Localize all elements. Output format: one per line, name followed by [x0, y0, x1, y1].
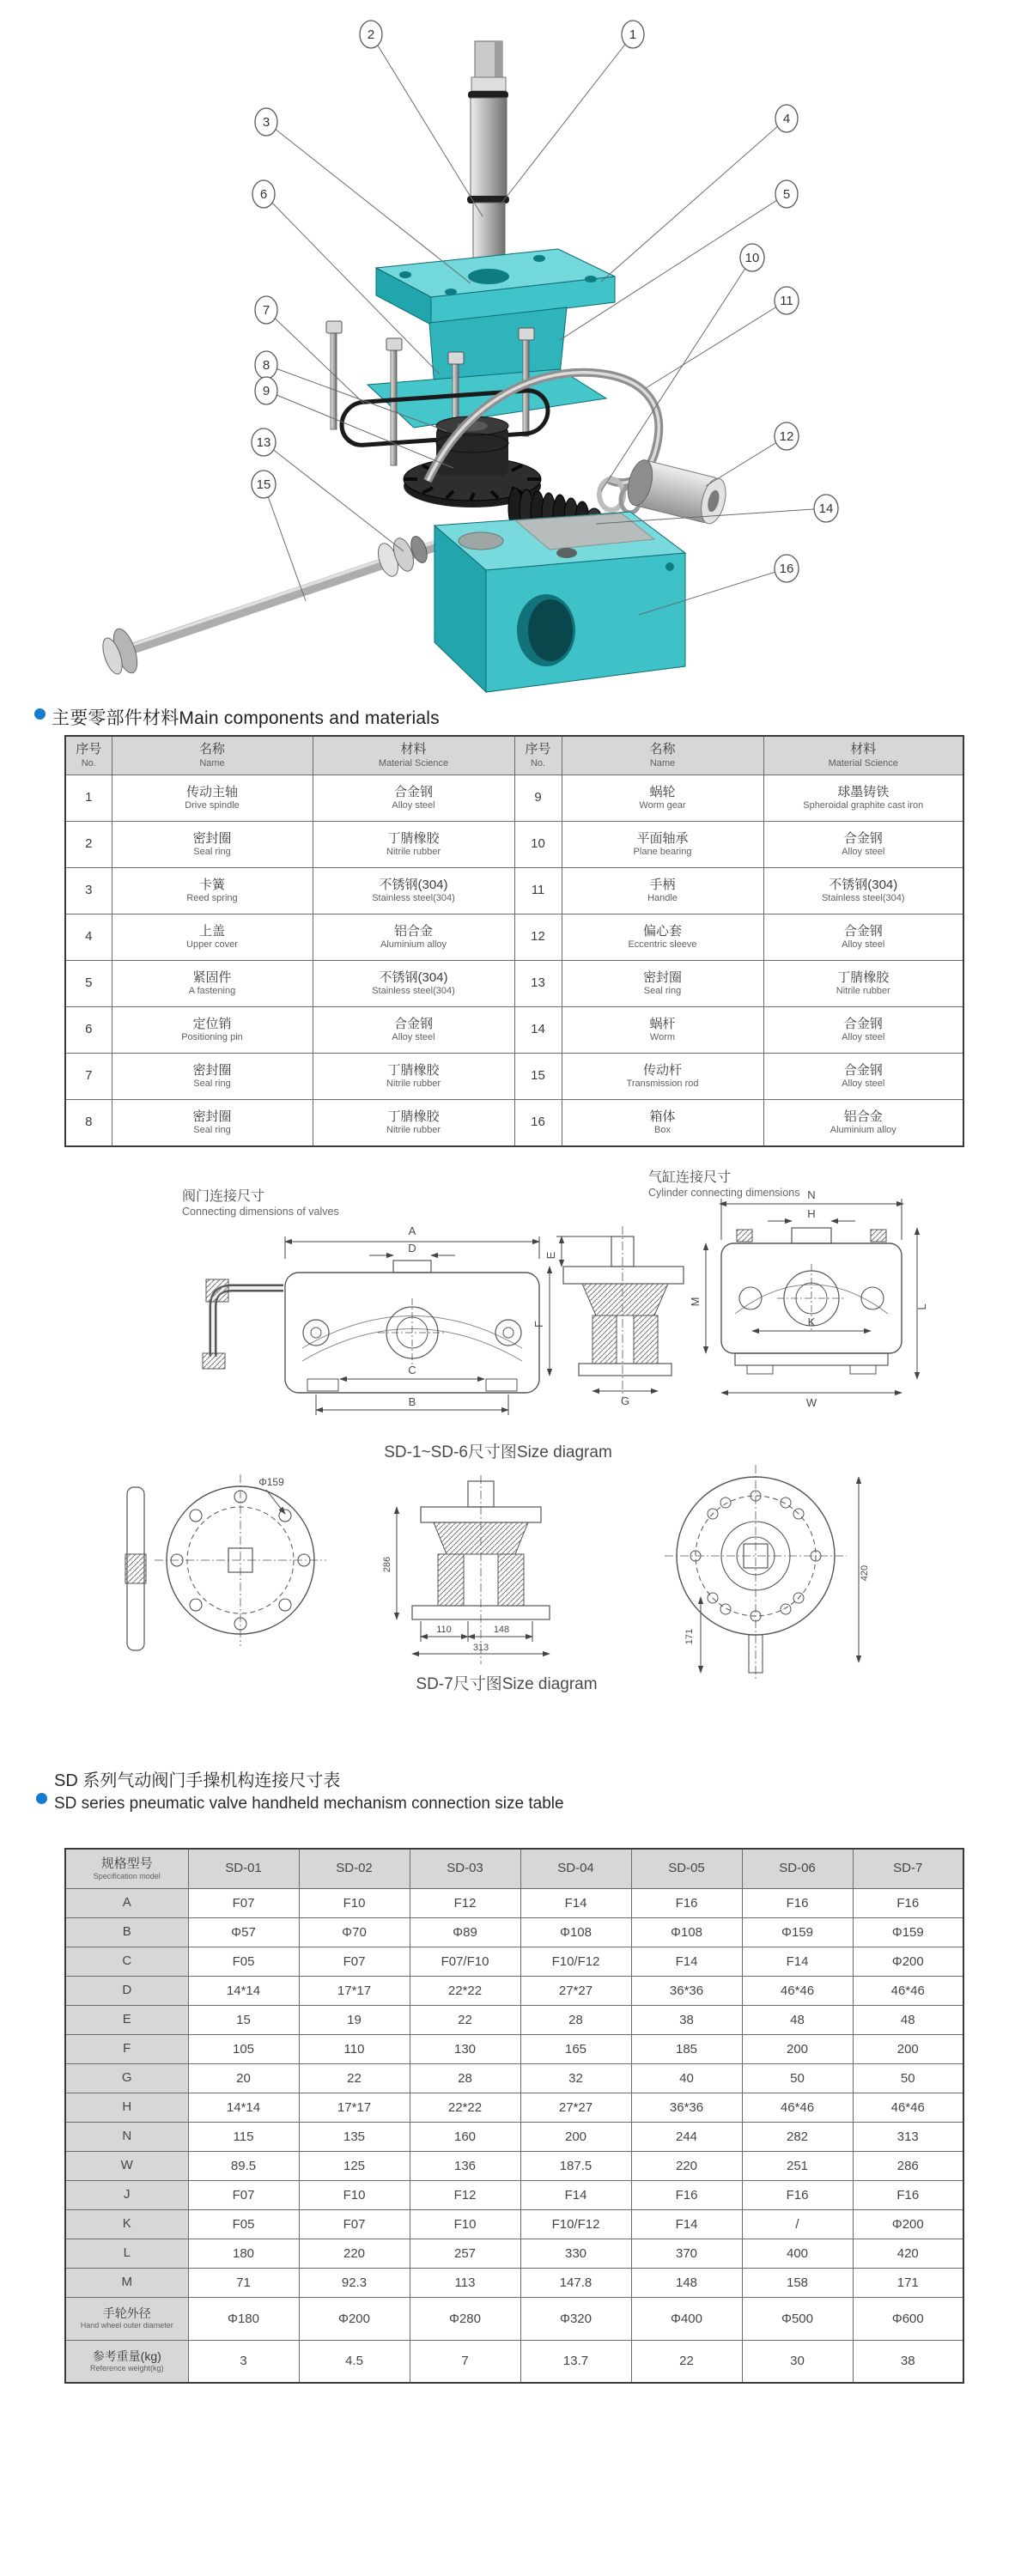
- part-name: 蜗轮 Worm gear: [562, 775, 763, 822]
- size-row: [65, 2268, 963, 2297]
- callout-14: [814, 495, 838, 522]
- size-row: [65, 2005, 963, 2034]
- size-cell: 148: [631, 2268, 742, 2297]
- callout-15: [252, 471, 276, 498]
- size-cell: F14: [631, 1947, 742, 1976]
- spec-model-header: 规格型号 Specification model: [65, 1849, 188, 1888]
- sd7-flange-right: [665, 1465, 870, 1680]
- svg-text:Φ159: Φ159: [258, 1476, 284, 1488]
- part-name: 密封圈 Seal ring: [112, 822, 313, 868]
- size-cell: 171: [853, 2268, 963, 2297]
- size-cell: F12: [410, 1888, 520, 1917]
- size-row-label: F: [65, 2034, 188, 2063]
- svg-text:12: 12: [779, 429, 794, 444]
- valve-connection-label: 阀门连接尺寸 Connecting dimensions of valves: [182, 1189, 339, 1218]
- svg-text:171: 171: [684, 1628, 695, 1645]
- size-cell: 27*27: [520, 2093, 631, 2122]
- part-no: 9: [514, 775, 562, 822]
- size-cell: F16: [631, 2180, 742, 2209]
- part-no: 10: [514, 822, 562, 868]
- part-name: 密封圈 Seal ring: [112, 1054, 313, 1100]
- size-cell: 286: [853, 2151, 963, 2180]
- sd7-flange-left: [125, 1474, 326, 1650]
- size-cell: 130: [410, 2034, 520, 2063]
- part-material: 不锈钢(304) Stainless steel(304): [313, 868, 514, 914]
- size-cell: Φ159: [742, 1917, 853, 1947]
- size-cell: 32: [520, 2063, 631, 2093]
- size-cell: 38: [631, 2005, 742, 2034]
- part-material: 不锈钢(304) Stainless steel(304): [763, 868, 963, 914]
- size-cell: 165: [520, 2034, 631, 2063]
- callout-3: [255, 108, 277, 136]
- size-cell: 185: [631, 2034, 742, 2063]
- size-row-label: W: [65, 2151, 188, 2180]
- size-cell: Φ89: [410, 1917, 520, 1947]
- size-cell: 89.5: [188, 2151, 299, 2180]
- part-name: 平面轴承 Plane bearing: [562, 822, 763, 868]
- size-row-label: E: [65, 2005, 188, 2034]
- callout-6: [252, 180, 275, 208]
- size-cell: 200: [520, 2122, 631, 2151]
- size-row-label: H: [65, 2093, 188, 2122]
- svg-text:1: 1: [629, 27, 637, 42]
- connection-size-table: [64, 1848, 964, 2384]
- svg-text:E: E: [544, 1251, 557, 1260]
- size-cell: F16: [853, 1888, 963, 1917]
- part-name: 紧固件 A fastening: [112, 961, 313, 1007]
- part-name: 上盖 Upper cover: [112, 914, 313, 961]
- part-name: 传动杆 Transmission rod: [562, 1054, 763, 1100]
- materials-row: [65, 1007, 963, 1054]
- size-cell: 370: [631, 2239, 742, 2268]
- materials-row: [65, 775, 963, 822]
- part-name: 偏心套 Eccentric sleeve: [562, 914, 763, 961]
- model-col-header: SD-03: [410, 1849, 520, 1888]
- callout-10: [740, 244, 764, 271]
- size-cell: F07/F10: [410, 1947, 520, 1976]
- transmission-rod-part: [99, 534, 440, 676]
- part-name: 定位销 Positioning pin: [112, 1007, 313, 1054]
- part-no: 6: [65, 1007, 112, 1054]
- part-no: 7: [65, 1054, 112, 1100]
- size-cell: Φ108: [520, 1917, 631, 1947]
- callout-8: [255, 351, 277, 379]
- size-cell: 7: [410, 2340, 520, 2383]
- size-cell: 48: [742, 2005, 853, 2034]
- size-cell: Φ57: [188, 1917, 299, 1947]
- svg-text:5: 5: [782, 187, 791, 202]
- callout-4: [775, 105, 798, 132]
- part-material: 丁腈橡胶 Nitrile rubber: [313, 1054, 514, 1100]
- size-cell: F07: [188, 2180, 299, 2209]
- size-cell: 46*46: [742, 2093, 853, 2122]
- part-material: 丁腈橡胶 Nitrile rubber: [763, 961, 963, 1007]
- size-row-label: C: [65, 1947, 188, 1976]
- size-cell: F14: [742, 1947, 853, 1976]
- size-cell: F07: [299, 1947, 410, 1976]
- svg-text:D: D: [408, 1242, 416, 1255]
- size-cell: 17*17: [299, 1976, 410, 2005]
- size-cell: F12: [410, 2180, 520, 2209]
- size-row: [65, 1917, 963, 1947]
- size-cell: 38: [853, 2340, 963, 2383]
- size-cell: F16: [853, 2180, 963, 2209]
- size-cell: 36*36: [631, 1976, 742, 2005]
- size-cell: F10/F12: [520, 1947, 631, 1976]
- size-table-title-cn: SD 系列气动阀门手操机构连接尺寸表: [54, 1771, 341, 1790]
- size-row: [65, 2180, 963, 2209]
- size-row: [65, 2297, 963, 2340]
- size-cell: 313: [853, 2122, 963, 2151]
- size-cell: 113: [410, 2268, 520, 2297]
- svg-text:420: 420: [860, 1564, 870, 1582]
- size-row: [65, 1976, 963, 2005]
- size-row: [65, 2093, 963, 2122]
- callout-2: [360, 21, 382, 48]
- size-cell: 40: [631, 2063, 742, 2093]
- exploded-diagram: [0, 0, 1027, 697]
- part-name: 传动主轴 Drive spindle: [112, 775, 313, 822]
- materials-table: [64, 735, 964, 1147]
- part-no: 5: [65, 961, 112, 1007]
- part-no: 3: [65, 868, 112, 914]
- size-cell: F10: [410, 2209, 520, 2239]
- size-cell: 160: [410, 2122, 520, 2151]
- size-row-label: B: [65, 1917, 188, 1947]
- size-cell: 15: [188, 2005, 299, 2034]
- size-row: [65, 2034, 963, 2063]
- model-col-header: SD-02: [299, 1849, 410, 1888]
- size-cell: 36*36: [631, 2093, 742, 2122]
- part-material: 球墨铸铁 Spheroidal graphite cast iron: [763, 775, 963, 822]
- size-cell: 158: [742, 2268, 853, 2297]
- callout-11: [775, 287, 799, 314]
- part-no: 11: [514, 868, 562, 914]
- svg-text:110: 110: [436, 1625, 452, 1635]
- col-material: 材料 Material Science: [763, 736, 963, 775]
- materials-row: [65, 914, 963, 961]
- size-cell: 147.8: [520, 2268, 631, 2297]
- size-cell: 244: [631, 2122, 742, 2151]
- col-no: 序号 No.: [65, 736, 112, 775]
- size-row-label: N: [65, 2122, 188, 2151]
- svg-text:10: 10: [744, 251, 760, 265]
- size-cell: 220: [299, 2239, 410, 2268]
- size-row: [65, 1888, 963, 1917]
- size-cell: 46*46: [742, 1976, 853, 2005]
- callout-1: [622, 21, 644, 48]
- size-cell: Φ200: [853, 2209, 963, 2239]
- svg-text:9: 9: [262, 384, 270, 398]
- size-cell: 14*14: [188, 1976, 299, 2005]
- size-row: [65, 2151, 963, 2180]
- part-material: 合金钢 Alloy steel: [313, 1007, 514, 1054]
- svg-text:B: B: [408, 1395, 416, 1408]
- size-cell: Φ200: [299, 2297, 410, 2340]
- col-name: 名称 Name: [562, 736, 763, 775]
- size-cell: 200: [742, 2034, 853, 2063]
- model-col-header: SD-04: [520, 1849, 631, 1888]
- callout-12: [775, 422, 799, 450]
- materials-title-text: 主要零部件材料Main components and materials: [52, 708, 440, 728]
- part-no: 2: [65, 822, 112, 868]
- size-cell: 22: [631, 2340, 742, 2383]
- size-cell: 125: [299, 2151, 410, 2180]
- size-cell: F10: [299, 1888, 410, 1917]
- size-row: [65, 2340, 963, 2383]
- size-row-label: J: [65, 2180, 188, 2209]
- svg-text:3: 3: [262, 115, 270, 130]
- size-cell: 251: [742, 2151, 853, 2180]
- size-cell: F05: [188, 1947, 299, 1976]
- size-cell: 46*46: [853, 2093, 963, 2122]
- section-bullet-icon: [34, 708, 46, 720]
- svg-text:N: N: [807, 1188, 816, 1201]
- size-cell: 400: [742, 2239, 853, 2268]
- col-material: 材料 Material Science: [313, 736, 514, 775]
- size-cell: 22: [299, 2063, 410, 2093]
- callout-16: [775, 555, 799, 582]
- size-cell: F10: [299, 2180, 410, 2209]
- part-material: 不锈钢(304) Stainless steel(304): [313, 961, 514, 1007]
- size-row: [65, 1947, 963, 1976]
- size-cell: 4.5: [299, 2340, 410, 2383]
- size-cell: 48: [853, 2005, 963, 2034]
- part-no: 15: [514, 1054, 562, 1100]
- size-row: [65, 2239, 963, 2268]
- size-cell: 105: [188, 2034, 299, 2063]
- size-cell: 71: [188, 2268, 299, 2297]
- part-material: 铝合金 Aluminium alloy: [313, 914, 514, 961]
- part-no: 12: [514, 914, 562, 961]
- svg-text:2: 2: [367, 27, 375, 42]
- part-name: 密封圈 Seal ring: [562, 961, 763, 1007]
- size-cell: 46*46: [853, 1976, 963, 2005]
- size-row-label: A: [65, 1888, 188, 1917]
- size-cell: 135: [299, 2122, 410, 2151]
- svg-text:F: F: [532, 1321, 545, 1327]
- size-cell: /: [742, 2209, 853, 2239]
- size-cell: 282: [742, 2122, 853, 2151]
- svg-text:M: M: [689, 1297, 702, 1307]
- size-cell: Φ180: [188, 2297, 299, 2340]
- size-cell: F05: [188, 2209, 299, 2239]
- size-cell: F07: [299, 2209, 410, 2239]
- size-cell: 27*27: [520, 1976, 631, 2005]
- size-cell: Φ70: [299, 1917, 410, 1947]
- part-no: 16: [514, 1100, 562, 1147]
- part-no: 1: [65, 775, 112, 822]
- size-cell: Φ400: [631, 2297, 742, 2340]
- valve-front-view: [203, 1224, 539, 1415]
- part-no: 14: [514, 1007, 562, 1054]
- size-cell: 330: [520, 2239, 631, 2268]
- svg-text:C: C: [408, 1364, 416, 1376]
- materials-table-body: [65, 775, 963, 1147]
- size-row-label: 手轮外径 Hand wheel outer diameter: [65, 2297, 188, 2340]
- callout-9: [255, 377, 277, 404]
- part-material: 铝合金 Aluminium alloy: [763, 1100, 963, 1147]
- size-cell: F16: [742, 2180, 853, 2209]
- svg-text:8: 8: [262, 358, 270, 373]
- svg-text:286: 286: [382, 1556, 392, 1573]
- size-cell: 180: [188, 2239, 299, 2268]
- svg-text:K: K: [807, 1315, 816, 1328]
- size-cell: 20: [188, 2063, 299, 2093]
- svg-text:G: G: [620, 1394, 630, 1407]
- part-name: 箱体 Box: [562, 1100, 763, 1147]
- box-part: [434, 512, 685, 692]
- size-cell: F16: [742, 1888, 853, 1917]
- size-cell: F14: [631, 2209, 742, 2239]
- materials-row: [65, 1054, 963, 1100]
- materials-row: [65, 822, 963, 868]
- size-cell: 420: [853, 2239, 963, 2268]
- part-no: 8: [65, 1100, 112, 1147]
- size-table-body: [65, 1888, 963, 2383]
- size-cell: Φ500: [742, 2297, 853, 2340]
- size-cell: 110: [299, 2034, 410, 2063]
- svg-text:13: 13: [256, 435, 271, 450]
- size-row-label: G: [65, 2063, 188, 2093]
- drive-spindle-part: [467, 41, 509, 276]
- size-row: [65, 2063, 963, 2093]
- size-cell: 50: [853, 2063, 963, 2093]
- part-name: 卡簧 Reed spring: [112, 868, 313, 914]
- svg-text:313: 313: [472, 1643, 489, 1653]
- sd1-sd6-caption: SD-1~SD-6尺寸图Size diagram: [384, 1443, 612, 1461]
- svg-text:16: 16: [779, 562, 794, 576]
- part-material: 丁腈橡胶 Nitrile rubber: [313, 1100, 514, 1147]
- cylinder-connection-view: [689, 1188, 928, 1409]
- size-cell: 136: [410, 2151, 520, 2180]
- part-material: 丁腈橡胶 Nitrile rubber: [313, 822, 514, 868]
- size-cell: 28: [520, 2005, 631, 2034]
- part-material: 合金钢 Alloy steel: [763, 1054, 963, 1100]
- materials-row: [65, 1100, 963, 1147]
- model-col-header: SD-01: [188, 1849, 299, 1888]
- col-no: 序号 No.: [514, 736, 562, 775]
- part-name: 蜗杆 Worm: [562, 1007, 763, 1054]
- size-cell: 13.7: [520, 2340, 631, 2383]
- size-cell: Φ108: [631, 1917, 742, 1947]
- size-row-label: 参考重量(kg) Reference weight(kg): [65, 2340, 188, 2383]
- col-name: 名称 Name: [112, 736, 313, 775]
- svg-text:6: 6: [259, 187, 268, 202]
- part-no: 13: [514, 961, 562, 1007]
- size-row-label: L: [65, 2239, 188, 2268]
- size-cell: 257: [410, 2239, 520, 2268]
- size-cell: 22: [410, 2005, 520, 2034]
- size-row: [65, 2122, 963, 2151]
- svg-text:4: 4: [782, 112, 791, 126]
- size-cell: Φ280: [410, 2297, 520, 2340]
- size-table-title-en: SD series pneumatic valve handheld mechanism connection size table: [54, 1795, 564, 1813]
- size-cell: F10/F12: [520, 2209, 631, 2239]
- size-cell: 92.3: [299, 2268, 410, 2297]
- size-cell: 28: [410, 2063, 520, 2093]
- callout-7: [255, 296, 277, 324]
- size-row: [65, 2209, 963, 2239]
- size-cell: 22*22: [410, 2093, 520, 2122]
- svg-text:W: W: [805, 1396, 817, 1409]
- size-cell: 22*22: [410, 1976, 520, 2005]
- size-cell: F16: [631, 1888, 742, 1917]
- part-name: 密封圈 Seal ring: [112, 1100, 313, 1147]
- size-cell: 19: [299, 2005, 410, 2034]
- model-col-header: SD-06: [742, 1849, 853, 1888]
- part-material: 合金钢 Alloy steel: [763, 914, 963, 961]
- svg-text:A: A: [408, 1224, 416, 1237]
- svg-text:7: 7: [262, 303, 270, 318]
- size-cell: 17*17: [299, 2093, 410, 2122]
- size-table-header-row: [65, 1849, 963, 1888]
- size-cell: 115: [188, 2122, 299, 2151]
- size-cell: 220: [631, 2151, 742, 2180]
- size-cell: Φ159: [853, 1917, 963, 1947]
- size-row-label: M: [65, 2268, 188, 2297]
- part-material: 合金钢 Alloy steel: [313, 775, 514, 822]
- sd7-caption: SD-7尺寸图Size diagram: [416, 1675, 598, 1693]
- size-row-label: K: [65, 2209, 188, 2239]
- materials-header-row: [65, 736, 963, 775]
- model-col-header: SD-05: [631, 1849, 742, 1888]
- part-name: 手柄 Handle: [562, 868, 763, 914]
- size-cell: 3: [188, 2340, 299, 2383]
- part-no: 4: [65, 914, 112, 961]
- part-material: 合金钢 Alloy steel: [763, 822, 963, 868]
- size-cell: Φ600: [853, 2297, 963, 2340]
- svg-text:14: 14: [818, 501, 834, 516]
- section-bullet-icon: [36, 1793, 47, 1804]
- svg-text:148: 148: [493, 1625, 510, 1635]
- cylinder-connection-label: 气缸连接尺寸 Cylinder connecting dimensions: [648, 1170, 800, 1199]
- materials-row: [65, 961, 963, 1007]
- sd7-section-view: [382, 1475, 550, 1664]
- size-row-label: D: [65, 1976, 188, 2005]
- svg-text:11: 11: [780, 294, 793, 308]
- svg-text:15: 15: [256, 477, 271, 492]
- size-cell: Φ200: [853, 1947, 963, 1976]
- materials-row: [65, 868, 963, 914]
- valve-side-view: [532, 1226, 684, 1407]
- materials-section-title: [34, 704, 440, 730]
- size-cell: Φ320: [520, 2297, 631, 2340]
- part-material: 合金钢 Alloy steel: [763, 1007, 963, 1054]
- size-table-section-title: [36, 1771, 564, 1814]
- size-cell: 187.5: [520, 2151, 631, 2180]
- size-cell: 200: [853, 2034, 963, 2063]
- svg-text:H: H: [807, 1207, 816, 1220]
- size-cell: 50: [742, 2063, 853, 2093]
- size-cell: 30: [742, 2340, 853, 2383]
- size-cell: F07: [188, 1888, 299, 1917]
- callout-13: [252, 428, 276, 456]
- svg-text:L: L: [915, 1303, 928, 1310]
- model-col-header: SD-7: [853, 1849, 963, 1888]
- size-cell: F14: [520, 2180, 631, 2209]
- size-cell: 14*14: [188, 2093, 299, 2122]
- size-cell: F14: [520, 1888, 631, 1917]
- callout-5: [775, 180, 798, 208]
